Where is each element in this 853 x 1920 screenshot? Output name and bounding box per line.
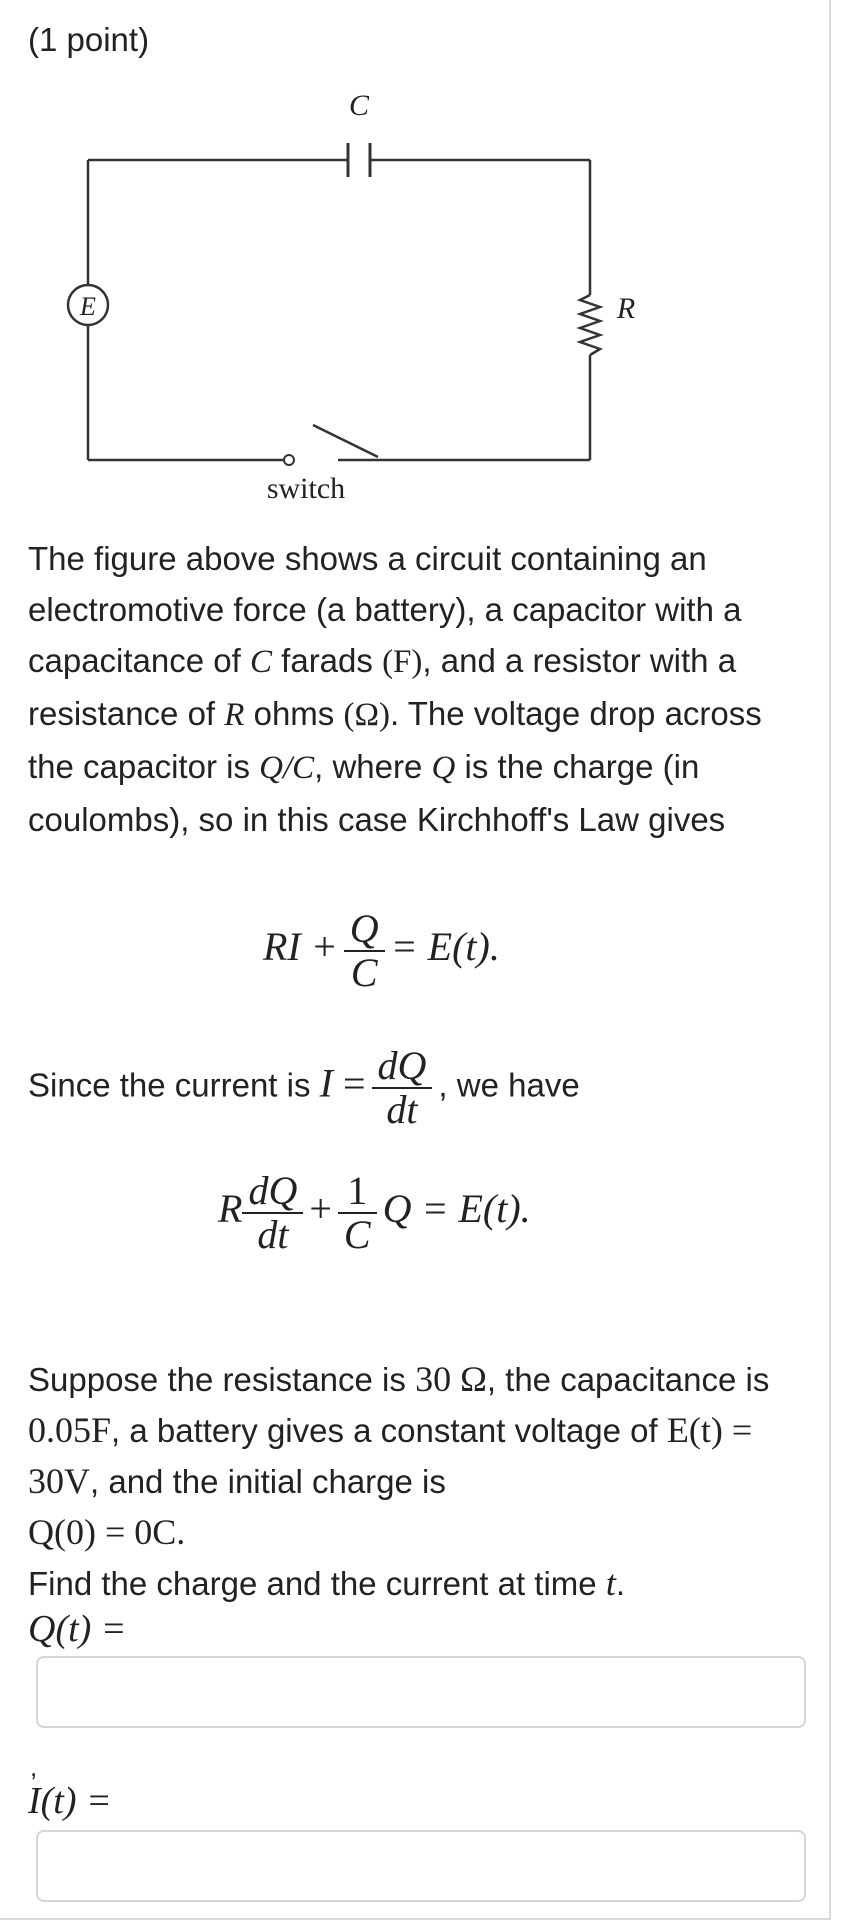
eq2-plus: + [309, 1186, 332, 1232]
ohm-unit: (Ω) [343, 697, 390, 733]
current-symbol: I [319, 1060, 333, 1106]
farad-unit: (F) [382, 644, 423, 680]
since-denominator: dt [386, 1087, 418, 1132]
intro-paragraph [28, 533, 808, 845]
capacitor-label: C [348, 89, 370, 122]
current-definition [28, 1045, 580, 1131]
charge-answer-label: Q(t) = [28, 1608, 127, 1650]
voltage-drop-expression: Q/C [259, 750, 315, 786]
figure-background [28, 65, 695, 532]
eq2-r: R [218, 1186, 243, 1232]
eq1-fraction [344, 908, 385, 994]
since-numerator: dQ [372, 1045, 433, 1089]
charge-answer-input[interactable] [36, 1656, 806, 1728]
resistor-label: R [616, 292, 636, 325]
find-instruction: Find the charge and the current at time [28, 1565, 606, 1602]
differential-equation [218, 1170, 531, 1256]
points-label: (1 point) [28, 21, 150, 58]
kirchhoff-equation [263, 908, 500, 994]
intro-text-5: . The voltage drop across the capacitor is [28, 695, 762, 785]
circuit-diagram [28, 65, 695, 532]
intro-text-4: ohms [244, 695, 344, 732]
voltage-value: E(t) = 30V [28, 1410, 753, 1501]
eq2-fraction-1 [242, 1170, 303, 1256]
since-equals: = [342, 1060, 366, 1106]
problem-text-3: , a battery gives a constant voltage of [111, 1412, 667, 1449]
eq1-denominator: C [350, 950, 378, 995]
resistance-value: 30 Ω [415, 1359, 487, 1399]
resistance-symbol: R [224, 697, 245, 733]
switch-label: switch [266, 472, 346, 505]
current-answer-input[interactable] [36, 1830, 806, 1902]
since-text-1: Since the current is [28, 1066, 320, 1104]
eq2-right: Q = E(t). [382, 1186, 531, 1232]
problem-paragraph [28, 1354, 808, 1609]
since-text-2: , we have [438, 1066, 580, 1104]
eq1-right: = E(t). [390, 924, 500, 970]
initial-charge-value: Q(0) = 0C. [28, 1512, 186, 1552]
intro-text-3: , and a resistor with a resistance of [28, 642, 737, 732]
answer-separator-comma: , [30, 1752, 38, 1782]
eq2-denominator-2: C [343, 1212, 371, 1257]
since-fraction [372, 1045, 433, 1131]
eq2-numerator-2: 1 [338, 1170, 377, 1214]
switch-contact [284, 455, 294, 465]
time-symbol: t [605, 1563, 616, 1603]
capacitance-symbol: C [249, 644, 272, 680]
find-period: . [615, 1565, 626, 1602]
eq2-fraction-2 [338, 1170, 377, 1256]
intro-text-1: The figure above shows a circuit containing an electromotive force (a battery), a capacitor with a capacitance of [28, 540, 742, 679]
eq2-denominator-1: dt [257, 1212, 289, 1257]
intro-text-6: , where [314, 748, 432, 785]
problem-text-2: , the capacitance is [486, 1361, 770, 1398]
intro-text-2: farads [272, 642, 383, 679]
current-answer-label: I(t) = [28, 1780, 112, 1822]
eq2-numerator-1: dQ [242, 1170, 303, 1214]
problem-text-1: Suppose the resistance is [28, 1361, 416, 1398]
eq1-numerator: Q [344, 908, 385, 952]
intro-text-7: is the charge (in coulombs), so in this case Kirchhoff's Law gives [28, 748, 726, 838]
charge-symbol: Q [431, 750, 456, 786]
problem-text-4: , and the initial charge is [90, 1463, 446, 1500]
eq1-left: RI + [263, 924, 338, 970]
emf-label: E [80, 292, 96, 321]
capacitance-value: 0.05F [28, 1410, 112, 1450]
